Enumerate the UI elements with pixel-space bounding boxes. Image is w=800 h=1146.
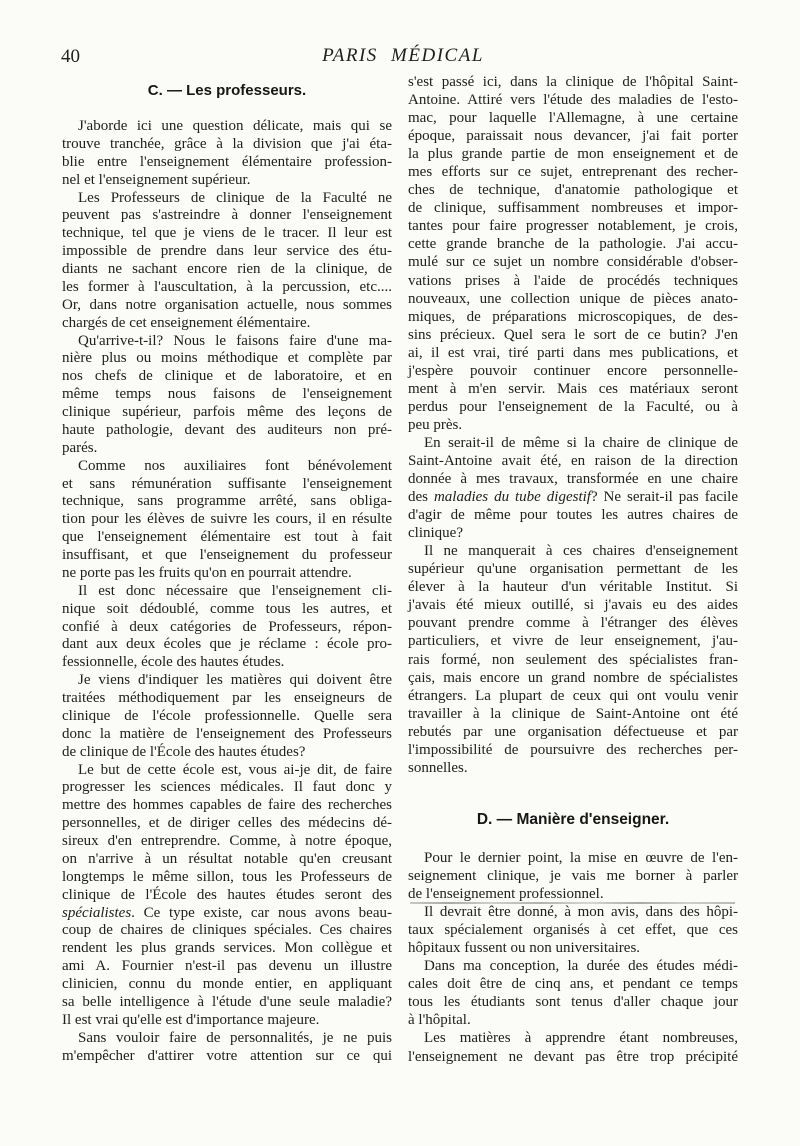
text-line: ai, il est vrai, tiré parti dans mes publications, et: [408, 344, 738, 361]
text-line: l'enseignement ne devant pas être trop précipité: [408, 1048, 738, 1065]
text-line: tantes pour faire progresser notablement, je crois,: [408, 218, 738, 235]
text-line: blie entre l'enseignement élémentaire profession-: [62, 153, 392, 170]
paragraph: [62, 333, 392, 458]
text-line: diants ne sachant encore rien de la clinique, de: [62, 261, 392, 277]
text-line: personnelles, et de diriger celles des médecins dé-: [62, 815, 392, 832]
text-line: sonnelles.: [408, 759, 468, 776]
text-line: taux spécialement organisés à cet effet, que ces: [408, 922, 738, 939]
text-line: Comme nos auxiliaires font bénévolement: [78, 457, 392, 474]
paragraph: [62, 672, 392, 761]
left-column: [62, 118, 392, 1065]
text-line: nel et l'enseignement supérieur.: [62, 171, 251, 188]
text-line: élever à la hauteur d'un véritable Institut. Si: [408, 579, 738, 596]
text-line: J'aborde ici une question délicate, mais qui se: [78, 118, 392, 134]
text-line: clinique de l'École des hautes études seront des: [62, 886, 392, 903]
text-line: fessionnelle, école des hautes études.: [62, 654, 285, 671]
paragraph: [408, 542, 738, 777]
text-line: que l'enseignement élémentaire est tout à fait: [62, 529, 392, 546]
text-line: seignement clinique, je vais me borner à parler: [408, 868, 738, 885]
text-line: à l'hôpital.: [408, 1012, 471, 1029]
text-line: peu près.: [408, 416, 463, 433]
text-line: insuffisant, et que l'enseignement du professeur: [62, 547, 392, 563]
text-line: même temps nous faisons de l'enseignement: [62, 386, 392, 403]
text-line: Il est donc nécessaire que l'enseignement cli-: [78, 582, 392, 599]
text-line: d'agir de même pour toutes les autres chaires de: [408, 507, 738, 524]
paragraph: [408, 73, 738, 434]
paragraph: [62, 762, 392, 1030]
text-line: de clinique, suffisamment nombreuses et impor-: [408, 200, 738, 217]
section-heading-c: C. — Les professeurs.: [147, 82, 307, 99]
text-line: chargés de cet enseignement élémentaire.: [62, 314, 311, 331]
text-line: ami A. Fournier n'est-il pas devenu un illustre: [62, 958, 392, 975]
text-line: technique, sans programme arrêté, sans obliga-: [62, 493, 392, 510]
text-line: cales doit être de cinq ans, et pendant ce temps: [408, 976, 738, 993]
text-line: miques, de préparations microscopiques, de des-: [408, 308, 738, 325]
text-line: nos chefs de clinique et de laboratoire, et en: [62, 368, 392, 385]
text-line: Le but de cette école est, vous ai-je dit, de faire: [78, 761, 392, 778]
section-d-body: [408, 849, 738, 1066]
text-line: Il est vrai qu'elle est d'importance majeure.: [62, 1011, 320, 1028]
text-line: perdus pour l'enseignement de la Faculté, ou à: [408, 398, 738, 415]
text-line: confié à deux catégories de Professeurs, répon-: [62, 618, 392, 635]
text-line: j'espère pouvoir continuer encore personnelle-: [408, 362, 738, 379]
text-line: l'impossibilité de poursuivre des recherches per-: [408, 741, 738, 758]
text-line: çais, mais encore un grand nombre de spécialistes: [408, 669, 738, 686]
text-line: Qu'arrive-t-il? Nous le faisons faire d'une ma-: [78, 332, 392, 349]
paragraph: [408, 434, 738, 542]
paragraph: [408, 1029, 738, 1065]
text-line: En serait-il de même si la chaire de clinique de: [424, 434, 738, 451]
text-line: dant aux deux écoles que je réclame : école pro-: [62, 636, 392, 653]
text-line: haute pathologie, devant des auditeurs non pré-: [62, 421, 392, 438]
paragraph: [408, 957, 738, 1029]
text-line: progresser les sciences médicales. Il faut donc y: [62, 779, 392, 796]
text-line: clinique de l'école professionnelle. Quelle sera: [62, 707, 392, 724]
text-line: la plus grande partie de mon enseignement et de: [408, 146, 738, 163]
paragraph: [62, 118, 392, 190]
text-line: nière plus ou moins méthodique et complète par: [62, 350, 392, 367]
text-line: peuvent pas s'astreindre à donner l'enseignement: [62, 207, 392, 224]
text-line: rebutés par une organisation défectueuse et par: [408, 723, 738, 740]
text-line: Les Professeurs de clinique de la Faculté ne: [78, 189, 392, 206]
italic-term: spécialistes: [62, 904, 132, 921]
page-number: 40: [61, 46, 80, 67]
text-line: étrangers. La plupart de ceux qui ont voulu venir: [408, 687, 738, 704]
text-line: tous les étudiants sont tenus d'aller chaque jour: [408, 994, 738, 1011]
paragraph: [408, 849, 738, 903]
text-line: donnée à mes travaux, transformée en une chaire: [408, 471, 738, 488]
text-line: rais formé, non seulement des spécialistes fran-: [408, 651, 738, 668]
text-line: m'empêcher d'attirer votre attention sur ce qui: [62, 1047, 392, 1064]
italic-term: maladies du tube digestif: [433, 489, 591, 506]
text-line: vations prises à l'aide de procédés techniques: [408, 272, 738, 289]
text-line: mac, pour laquelle l'Allemagne, à une certaine: [408, 110, 738, 127]
text-line: j'avais été mieux outillé, si j'avais eu des aides: [408, 597, 738, 614]
text-line: technique, tel que je viens de le tracer. Il leur est: [62, 225, 392, 242]
text-line: ches de technique, d'anatomie pathologique et: [408, 182, 738, 199]
text-line: cette grande branche de la pathologie. J'ai accu-: [408, 236, 738, 253]
text-line: nouveaux, une collection unique de pièces anato-: [408, 290, 738, 307]
scan-streak: [410, 902, 735, 904]
text-line: Sans vouloir faire de personnalités, je ne puis: [78, 1029, 392, 1046]
section-heading-d: D. — Manière d'enseigner.: [476, 811, 670, 828]
text-line: sa belle intelligence à l'étude d'une seule maladie?: [62, 993, 392, 1010]
text-segment: . Ce type existe, car nous avons beau-: [131, 904, 392, 921]
text-line: Or, dans notre organisation actuelle, nous sommes: [62, 296, 392, 313]
text-line: Saint-Antoine avait été, en raison de la direction: [408, 452, 738, 469]
text-line: s'est passé ici, dans la clinique de l'hôpital Saint-: [408, 74, 738, 90]
paragraph: [62, 190, 392, 333]
text-line: clinique?: [408, 525, 463, 542]
text-line: [408, 488, 738, 506]
text-line: époque, paraissait nous devancer, j'ai fait porter: [408, 128, 738, 145]
text-line: trouve tranchée, grâce à la division que j'ai éta-: [62, 135, 392, 152]
text-line: Il ne manquerait à ces chaires d'enseignement: [424, 543, 738, 560]
text-line: Les matières à apprendre étant nombreuses,: [424, 1030, 738, 1047]
text-line: ment à m'en servir. Mais ces matériaux seront: [408, 380, 738, 397]
text-line: on n'arrive à un résultat notable qu'en creusant: [62, 850, 392, 867]
text-line: Antoine. Attiré vers l'étude des maladies de l'esto-: [408, 92, 738, 109]
text-line: clinique supérieur, parfois même des leçons de: [62, 404, 392, 420]
text-segment: des: [408, 489, 434, 506]
text-line: tion pour les élèves de suivre les cours, il en résulte: [62, 511, 392, 528]
text-line: traitées méthodiquement par les enseigneurs de: [62, 690, 392, 706]
text-line: Dans ma conception, la durée des études médi-: [424, 958, 738, 975]
paragraph: [62, 458, 392, 583]
text-line: clinicien, connu du monde entier, en appliquant: [62, 976, 392, 992]
text-line: mulé sur ce sujet un nombre considérable d'obser-: [408, 254, 738, 271]
paragraph: [62, 583, 392, 672]
text-line: donc la matière de l'enseignement des Professeurs: [62, 725, 392, 742]
text-line: hôpitaux fussent ou non universitaires.: [408, 940, 641, 957]
text-line: coup de chaires de cliniques spéciales. Ces chaires: [62, 922, 392, 939]
text-line: nique soit dédoublé, comme tous les autres, et: [62, 600, 392, 617]
text-line: longtemps le même sillon, tous les Professeurs de: [62, 868, 392, 885]
text-line: de clinique de l'École des hautes études?: [62, 743, 306, 760]
paragraph: [62, 1030, 392, 1066]
text-line: ne porte pas les fruits qu'on en pourrait attendre.: [62, 564, 352, 581]
text-line: Il devrait être donné, à mon avis, dans des hôpi-: [424, 904, 738, 921]
text-line: Je viens d'indiquer les matières qui doivent être: [78, 672, 392, 689]
text-line: particuliers, et vivre de leur enseignement, j'au-: [408, 633, 738, 650]
text-line: sireux d'en entreprendre. Comme, à notre époque,: [62, 833, 392, 849]
text-line: supérieur qu'une organisation permettant de les: [408, 561, 738, 578]
paragraph: [408, 903, 738, 957]
text-line: Pour le dernier point, la mise en œuvre de l'en-: [424, 850, 738, 866]
text-line: les former à l'auscultation, à la percussion, etc....: [62, 278, 392, 295]
journal-title: PARIS MÉDICAL: [322, 45, 484, 66]
text-line: parés.: [62, 439, 98, 456]
text-line: [62, 905, 392, 923]
text-line: impossible de prendre dans leur service des étu-: [62, 243, 392, 260]
text-segment: ? Ne serait-il pas facile: [590, 489, 739, 506]
text-line: de l'enseignement professionnel.: [408, 886, 604, 903]
right-column-continuation: [408, 73, 738, 777]
text-line: rendent les plus grands services. Mon collègue et: [62, 940, 392, 957]
text-line: pouvant prendre comme à l'étranger des élèves: [408, 615, 738, 632]
text-line: mettre des hommes capables de faire des recherches: [62, 797, 392, 814]
text-line: travailler à la clinique de Saint-Antoine ont été: [408, 705, 738, 722]
text-line: et sans rémunération suffisante l'enseignement: [62, 475, 392, 492]
text-line: sins précieux. Quel sera le sort de ce butin? J'en: [408, 326, 738, 343]
text-line: mes efforts sur ce sujet, entreprenant des recher-: [408, 164, 738, 181]
